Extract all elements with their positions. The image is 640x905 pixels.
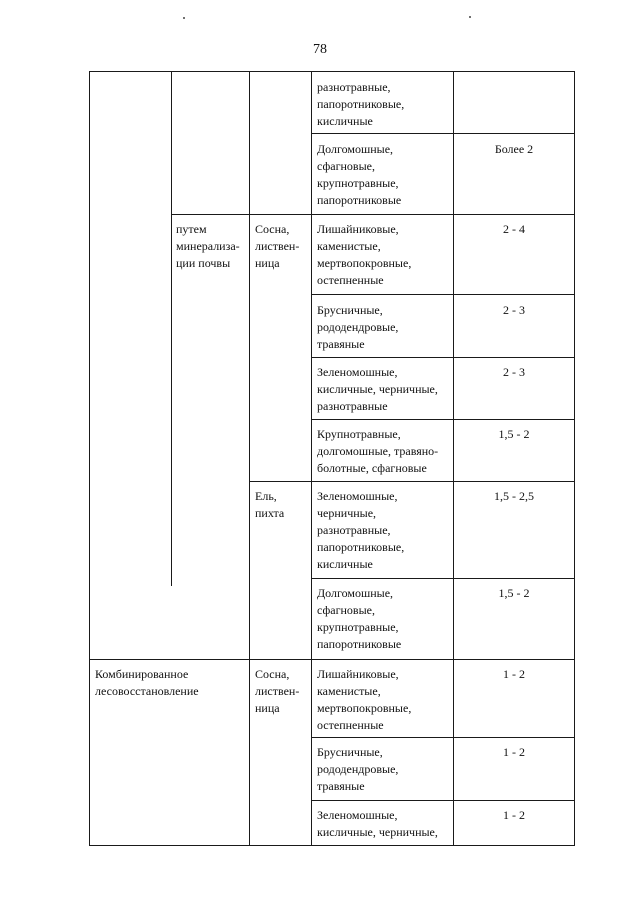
page-number: 78 — [313, 42, 327, 57]
value-cell: 1 - 2 — [503, 667, 525, 681]
table-border-bottom — [89, 845, 575, 846]
row-divider — [311, 800, 575, 801]
forest-type-cell: Лишайниковые, каменистые, мертвопокровные, остепненные — [317, 222, 412, 287]
species-cell-pine-larch: Сосна, листвен- ница — [255, 667, 300, 715]
forest-type-cell: Долгомошные, сфагновые, крупнотравные, папоротниковые — [317, 586, 402, 651]
row-divider — [311, 133, 575, 134]
row-divider — [311, 578, 575, 579]
table-border-left — [89, 71, 90, 846]
value-cell: 1 - 2 — [503, 808, 525, 822]
column-divider-value — [453, 71, 454, 846]
table-border-top — [89, 71, 575, 72]
forest-type-cell: Зеленомошные, кисличные, черничные, — [317, 808, 438, 839]
table-border-right — [574, 71, 575, 846]
row-divider — [311, 294, 575, 295]
group-divider-spruce — [249, 481, 575, 482]
forest-type-cell: Зеленомошные, черничные, разнотравные, папоротниковые, кисличные — [317, 489, 405, 571]
value-cell: 2 - 3 — [503, 365, 525, 379]
forest-type-cell: Брусничные, рододендровые, травяные — [317, 745, 399, 793]
column-divider-method — [171, 71, 172, 586]
forest-type-cell: разнотравные, папоротниковые, кисличные — [317, 80, 405, 128]
data-table — [89, 71, 575, 846]
scan-speck — [469, 16, 471, 18]
species-cell-pine-larch: Сосна, листвен- ница — [255, 222, 300, 270]
forest-type-cell: Зеленомошные, кисличные, черничные, разнотравные — [317, 365, 438, 413]
value-cell: 1,5 - 2 — [498, 427, 530, 441]
combined-reforestation-cell: Комбинированное лесовосстановление — [95, 667, 199, 698]
value-cell: Более 2 — [494, 142, 534, 156]
group-divider-mineralization — [171, 214, 575, 215]
method-cell: путем минерализа- ции почвы — [176, 222, 240, 270]
value-cell: 2 - 4 — [503, 222, 525, 236]
row-divider — [311, 419, 575, 420]
forest-type-cell: Долгомошные, сфагновые, крупнотравные, папоротниковые — [317, 142, 402, 207]
forest-type-cell: Брусничные, рододендровые, травяные — [317, 303, 399, 351]
column-divider-types — [311, 71, 312, 846]
species-cell-spruce-fir: Ель, пихта — [255, 489, 285, 520]
scan-speck — [183, 17, 185, 19]
value-cell: 2 - 3 — [503, 303, 525, 317]
column-divider-species — [249, 71, 250, 846]
row-divider — [311, 357, 575, 358]
forest-type-cell: Лишайниковые, каменистые, мертвопокровные, остепненные — [317, 667, 412, 732]
row-divider — [311, 737, 575, 738]
value-cell: 1 - 2 — [503, 745, 525, 759]
group-divider-combined — [89, 659, 575, 660]
value-cell: 1,5 - 2,5 — [494, 489, 534, 503]
value-cell: 1,5 - 2 — [498, 586, 530, 600]
forest-type-cell: Крупнотравные, долгомошные, травяно- болотные, сфагновые — [317, 427, 439, 475]
